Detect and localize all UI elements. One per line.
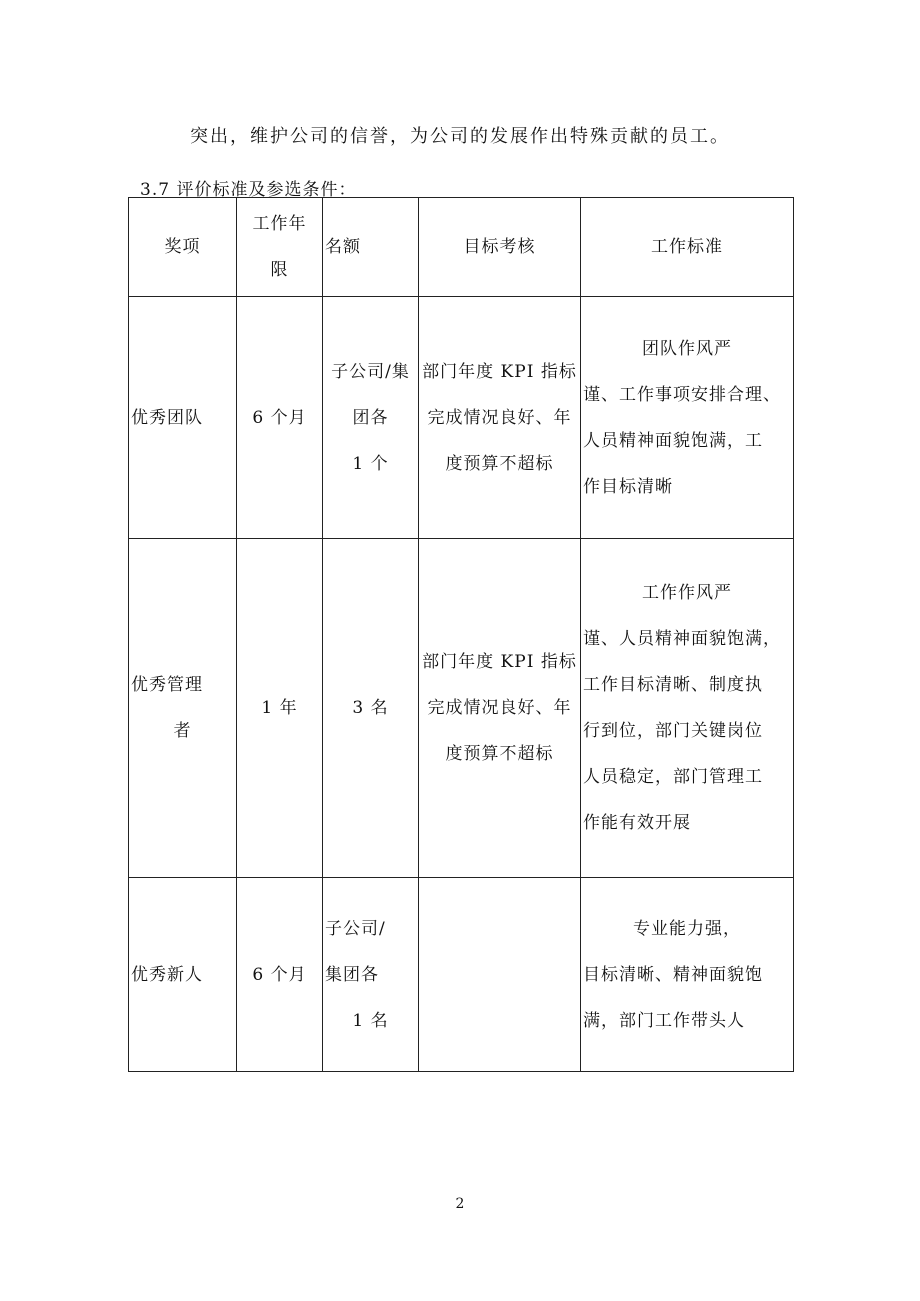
standard-line: 行到位，部门关键岗位 xyxy=(583,721,763,741)
quota-line: 团各 xyxy=(352,407,389,428)
header-years-line: 限 xyxy=(270,260,289,280)
standard-cell xyxy=(581,878,794,1072)
standard-line: 人员精神面貌饱满，工 xyxy=(583,430,763,451)
header-years-line: 工作年 xyxy=(252,214,307,234)
header-award: 奖项 xyxy=(129,198,237,297)
header-standard: 工作标准 xyxy=(581,198,794,297)
target-cell xyxy=(419,297,581,539)
table-row xyxy=(129,539,794,878)
standard-line: 谨、工作事项安排合理、 xyxy=(583,384,781,405)
table-row xyxy=(129,878,794,1072)
quota-cell xyxy=(323,878,419,1072)
standard-cell xyxy=(581,539,794,878)
target-line: 度预算不超标 xyxy=(445,744,554,764)
award-line: 优秀新人 xyxy=(131,964,203,985)
standard-line: 人员稳定，部门管理工 xyxy=(583,767,763,787)
page-number: 2 xyxy=(455,1196,465,1212)
target-line: 部门年度 KPI 指标 xyxy=(422,652,577,672)
quota-line: 1 个 xyxy=(352,453,389,474)
quota-line: 子公司/集 xyxy=(331,361,410,382)
criteria-table xyxy=(128,197,794,1072)
header-years xyxy=(237,198,323,297)
standard-line: 谨、人员精神面貌饱满， xyxy=(583,629,781,649)
quota-line: 1 名 xyxy=(352,1010,389,1031)
years-cell: 6 个月 xyxy=(237,878,323,1072)
award-line: 者 xyxy=(173,721,192,741)
standard-line: 作目标清晰 xyxy=(583,476,673,497)
quota-cell xyxy=(323,297,419,539)
quota-line: 集团各 xyxy=(325,964,379,985)
standard-line: 工作目标清晰、制度执 xyxy=(583,675,763,695)
standard-line: 目标清晰、精神面貌饱 xyxy=(583,964,763,985)
header-quota: 名额 xyxy=(323,198,419,297)
award-cell xyxy=(129,539,237,878)
target-cell-empty xyxy=(419,878,581,1072)
years-cell: 6 个月 xyxy=(237,297,323,539)
section-title: 3.7 评价标准及参选条件： xyxy=(140,180,357,200)
target-line: 完成情况良好、年 xyxy=(427,407,572,428)
table-header-row xyxy=(129,198,794,297)
award-cell xyxy=(129,297,237,539)
quota-line: 3 名 xyxy=(352,698,389,718)
table-row xyxy=(129,297,794,539)
quota-cell xyxy=(323,539,419,878)
target-line: 度预算不超标 xyxy=(445,453,554,474)
standard-line: 专业能力强， xyxy=(633,918,741,939)
award-line: 优秀团队 xyxy=(131,407,203,428)
quota-line: 子公司/ xyxy=(325,918,386,939)
standard-line: 工作作风严 xyxy=(642,583,732,603)
award-line: 优秀管理 xyxy=(131,675,203,695)
standard-line: 作能有效开展 xyxy=(583,813,691,833)
standard-cell xyxy=(581,297,794,539)
intro-paragraph: 突出，维护公司的信誉，为公司的发展作出特殊贡献的员工。 xyxy=(190,126,730,147)
standard-line: 满，部门工作带头人 xyxy=(583,1010,745,1031)
header-target: 目标考核 xyxy=(419,198,581,297)
years-cell: 1 年 xyxy=(237,539,323,878)
target-line: 完成情况良好、年 xyxy=(427,698,572,718)
standard-line: 团队作风严 xyxy=(642,338,732,359)
target-cell xyxy=(419,539,581,878)
target-line: 部门年度 KPI 指标 xyxy=(422,361,577,382)
award-cell xyxy=(129,878,237,1072)
